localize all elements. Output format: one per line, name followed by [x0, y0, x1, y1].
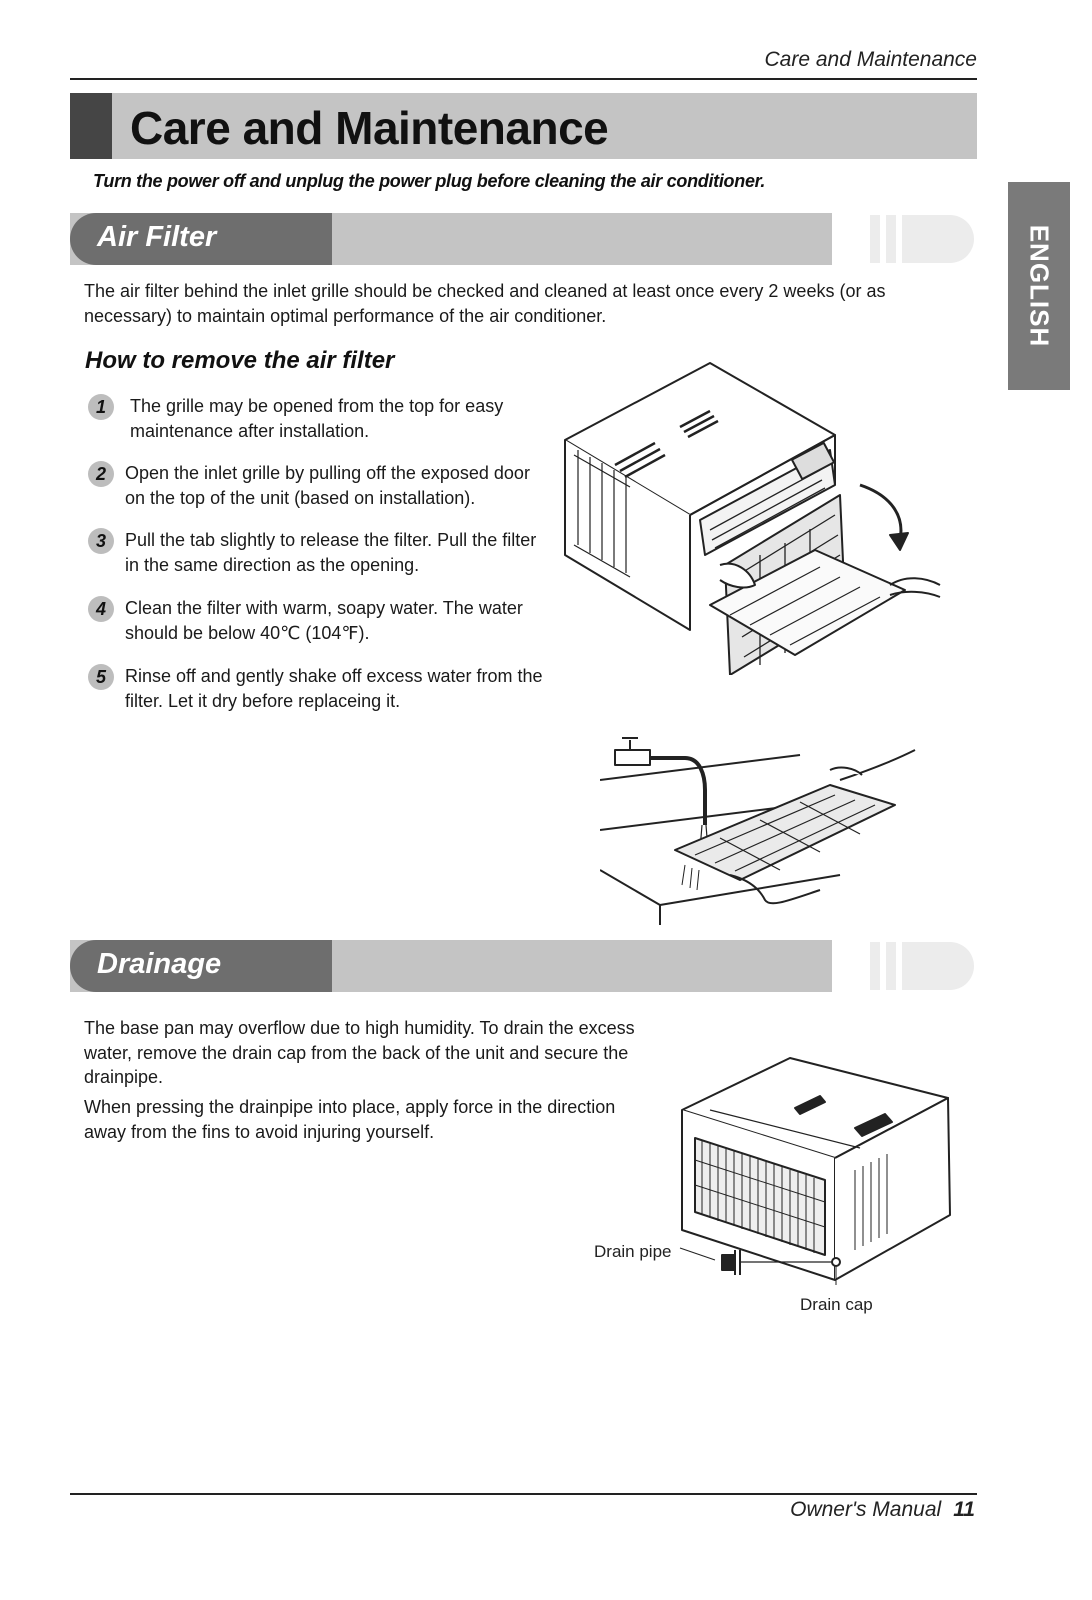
drainage-paragraph-2: When pressing the drainpipe into place, apply force in the direction away from the fins to avoid injuring yourself. [84, 1097, 616, 1142]
page-title: Care and Maintenance [130, 102, 609, 154]
label-drain-pipe: Drain pipe [594, 1242, 672, 1261]
step-number-badge: 2 [88, 461, 114, 487]
ac-drainage-illustration [660, 1050, 960, 1285]
step-4 [88, 596, 558, 648]
title-band [70, 93, 977, 159]
step-text: Rinse off and gently shake off excess water from the filter. Let it dry before replaceing it. [125, 666, 543, 711]
intro-line: necessary) to maintain optimal performance of the air conditioner. [84, 305, 607, 326]
safety-warning: Turn the power off and unplug the power plug before cleaning the air conditioner. [93, 171, 766, 191]
step-1 [88, 394, 558, 446]
step-5 [88, 664, 558, 716]
step-text: Clean the filter with warm, soapy water. The water should be below 40℃ (104℉). [125, 598, 523, 643]
section-heading-air-filter: Air Filter [97, 221, 217, 253]
air-filter-intro [84, 279, 964, 328]
title-accent-block [70, 93, 112, 159]
ac-open-grille-illustration [560, 355, 950, 675]
step-number-badge: 4 [88, 596, 114, 622]
subheading-remove-filter: How to remove the air filter [85, 347, 395, 374]
section-bar-air-filter [70, 213, 832, 265]
language-tab [1008, 182, 1070, 390]
running-head: Care and Maintenance [764, 48, 977, 71]
footer-manual-title: Owner's Manual [790, 1498, 942, 1521]
drainage-paragraph-1: The base pan may overflow due to high humidity. To drain the excess water, remove the drain cap from the back of the unit and secure the drainpipe. [84, 1018, 635, 1087]
section-decoration [870, 213, 980, 265]
step-number-badge: 3 [88, 528, 114, 554]
footer [790, 1498, 975, 1522]
section-bar-drainage [70, 940, 832, 992]
washing-filter-illustration [600, 730, 930, 930]
label-drain-cap: Drain cap [800, 1295, 873, 1314]
section-heading-drainage: Drainage [97, 948, 222, 980]
step-text: Pull the tab slightly to release the filter. Pull the filter in the same direction as the opening. [125, 530, 537, 575]
step-3 [88, 528, 558, 580]
footer-rule [70, 1493, 977, 1495]
step-2 [88, 461, 558, 513]
page-number: 11 [953, 1498, 975, 1521]
language-tab-label: ENGLISH [1024, 224, 1055, 348]
step-number-badge: 5 [88, 664, 114, 690]
header-rule [70, 78, 977, 80]
step-text: The grille may be opened from the top for easy maintenance after installation. [130, 396, 504, 441]
step-number-badge: 1 [88, 394, 114, 420]
intro-line: The air filter behind the inlet grille should be checked and cleaned at least once every 2 weeks (or as [84, 281, 886, 301]
section-decoration [870, 940, 980, 992]
step-text: Open the inlet grille by pulling off the exposed door on the top of the unit (based on installation). [125, 463, 530, 508]
